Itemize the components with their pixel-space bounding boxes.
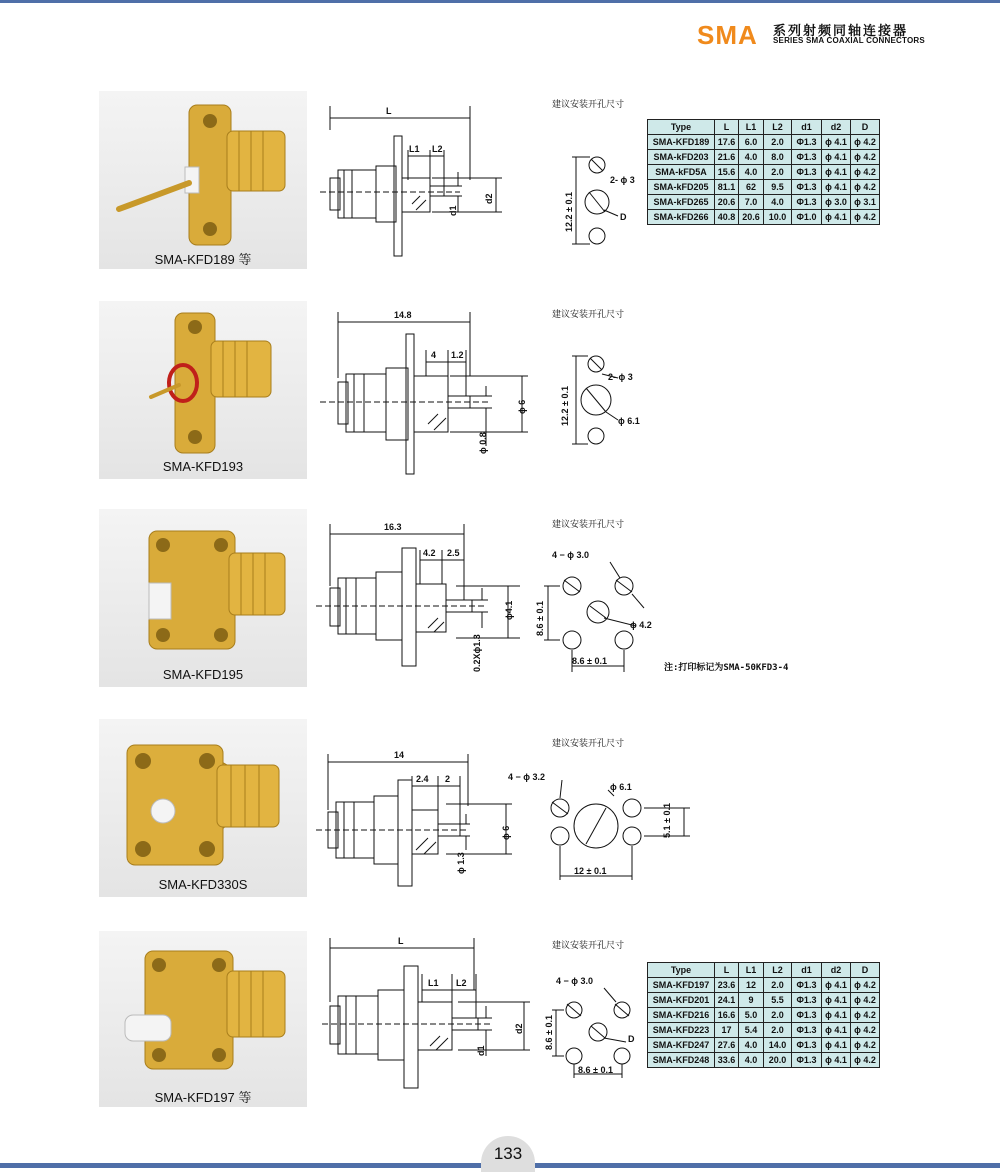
dim-vertical: 12.2 ± 0.1 [560,386,570,426]
drawing-kfd193 [320,306,540,476]
dim-L: 14.8 [394,310,412,320]
dim-d1: ϕ 0.8 [478,432,488,454]
dim-vertical: 8.6 ± 0.1 [544,1015,554,1050]
table-cell: 14.0 [764,1038,792,1053]
dim-vertical: 12.2 ± 0.1 [564,192,574,232]
table-cell: SMA-KFD197 [648,978,715,993]
table-cell: Φ1.3 [792,1008,822,1023]
dim-L2: 2 [445,774,451,784]
table-cell: 20.0 [764,1053,792,1068]
dim-d2: ϕ 6 [517,399,527,414]
col-header: d2 [822,120,851,135]
dim-horizontal: 8.6 ± 0.1 [572,656,607,666]
table-cell: 62 [739,180,764,195]
table-cell: 10.0 [764,210,792,225]
dim-D: ϕ 6.1 [618,416,640,426]
product-photo-kfd197 [99,931,307,1107]
table-cell: Φ1.3 [792,1038,822,1053]
table-cell: SMA-kFD203 [648,150,715,165]
product-photo-kfd330s [99,719,307,897]
table-cell: ϕ 4.2 [851,1023,880,1038]
table-cell: 23.6 [715,978,739,993]
table-cell: ϕ 4.2 [851,135,880,150]
product-caption: SMA-KFD197 等 [154,1090,252,1105]
drawing-kfd330s [316,746,526,896]
product-caption: SMA-KFD189 等 [154,252,252,267]
hole-pattern-kfd195 [530,540,660,676]
table-cell: 4.0 [739,1053,764,1068]
col-header: Type [648,120,715,135]
table-cell: 4.0 [739,1038,764,1053]
dim-d1: 0.2Xϕ1.3 [472,634,482,672]
table-cell: 5.4 [739,1023,764,1038]
install-hint: 建议安装开孔尺寸 [552,100,625,110]
table-cell: ϕ 4.1 [822,1023,851,1038]
table-cell: ϕ 4.2 [851,993,880,1008]
table-cell: ϕ 4.2 [851,210,880,225]
table-cell: 20.6 [715,195,739,210]
drawing-kfd197 [322,930,536,1100]
table-cell: SMA-kFD205 [648,180,715,195]
dim-holes: 2- ϕ 3 [610,175,635,185]
dim-D: ϕ 4.2 [630,620,652,630]
dim-holes: 4 − ϕ 3.0 [552,550,590,560]
dim-L2: L2 [456,978,467,988]
spec-table-2 [647,962,880,1068]
dim-d1: d1 [476,1045,486,1056]
dim-L: L [386,106,392,116]
dim-d2: ϕ 6 [501,825,511,840]
table-cell: ϕ 4.1 [822,978,851,993]
table-row [648,210,880,225]
table-cell: ϕ 4.1 [822,210,851,225]
col-header: d1 [792,963,822,978]
dim-D: ϕ 6.1 [610,782,632,792]
install-hint: 建议安装开孔尺寸 [552,520,625,530]
product-photo-kfd189 [99,91,307,269]
table-row [648,1053,880,1068]
col-header: L2 [764,120,792,135]
col-header: L [715,963,739,978]
hole-pattern-kfd197 [540,970,646,1082]
hole-pattern-kfd330s [500,766,696,886]
connector-image [99,301,307,479]
table-row [648,1038,880,1053]
top-rule [0,0,1000,3]
product-photo-kfd193 [99,301,307,479]
table-row [648,135,880,150]
table-cell: ϕ 4.1 [822,150,851,165]
col-header: L [715,120,739,135]
dim-holes: 4 − ϕ 3.0 [556,976,594,986]
table-row [648,195,880,210]
dim-L: 16.3 [384,522,402,532]
header-title-cn: 系列射频同轴连接器 [773,24,909,39]
table-cell: Φ1.3 [792,1053,822,1068]
col-header: d2 [822,963,851,978]
table-cell: 24.1 [715,993,739,1008]
dim-L1: L1 [428,978,439,988]
dim-D: D [628,1034,635,1044]
drawing-kfd189 [320,100,540,260]
table-cell: ϕ 4.2 [851,180,880,195]
table-cell: 6.0 [739,135,764,150]
dim-L1: 2.4 [416,774,429,784]
table-cell: 8.0 [764,150,792,165]
table-cell: ϕ 4.1 [822,993,851,1008]
table-cell: 4.0 [739,150,764,165]
page-number: 133 [481,1136,535,1172]
product-caption: SMA-KFD330S [158,877,248,892]
table-header-row [648,120,880,135]
table-cell: Φ1.3 [792,993,822,1008]
table-cell: SMA-kFD265 [648,195,715,210]
table-cell: SMA-KFD247 [648,1038,715,1053]
table-cell: 5.0 [739,1008,764,1023]
table-row [648,150,880,165]
dim-holes: 4 − ϕ 3.2 [508,772,546,782]
table-cell: 81.1 [715,180,739,195]
dim-vertical: 5.1 ± 0.1 [662,803,672,838]
dim-horizontal: 12 ± 0.1 [574,866,607,876]
table-cell: 17.6 [715,135,739,150]
install-hint: 建议安装开孔尺寸 [552,310,625,320]
table-cell: 7.0 [739,195,764,210]
product-caption: SMA-KFD195 [162,667,244,682]
dim-d2: d2 [514,1023,524,1034]
dim-d2: ϕ4.1 [504,600,514,620]
table-cell: Φ1.3 [792,978,822,993]
table-cell: SMA-KFD223 [648,1023,715,1038]
connector-image [99,91,307,269]
spec-table-1 [647,119,880,225]
table-cell: ϕ 4.1 [822,1053,851,1068]
dim-L2: 2.5 [447,548,460,558]
table-cell: 2.0 [764,978,792,993]
table-cell: 33.6 [715,1053,739,1068]
dim-d1: d1 [448,205,458,216]
col-header: d1 [792,120,822,135]
table-cell: SMA-kFD266 [648,210,715,225]
table-cell: ϕ 4.2 [851,150,880,165]
dim-L1: 4 [431,350,437,360]
table-cell: ϕ 4.2 [851,165,880,180]
table-cell: ϕ 3.0 [822,195,851,210]
header-title-en: SERIES SMA COAXIAL CONNECTORS [773,36,925,45]
table-cell: ϕ 4.1 [822,1008,851,1023]
col-header: L1 [739,120,764,135]
table-row [648,165,880,180]
table-cell: ϕ 4.2 [851,1008,880,1023]
table-row [648,978,880,993]
table-cell: 27.6 [715,1038,739,1053]
install-hint: 建议安装开孔尺寸 [552,739,625,749]
table-cell: 12 [739,978,764,993]
table-cell: Φ1.3 [792,150,822,165]
table-cell: ϕ 3.1 [851,195,880,210]
table-row [648,1008,880,1023]
table-cell: 15.6 [715,165,739,180]
table-cell: 20.6 [739,210,764,225]
table-cell: SMA-KFD201 [648,993,715,1008]
col-header: L2 [764,963,792,978]
table-cell: 2.0 [764,1023,792,1038]
table-cell: 5.5 [764,993,792,1008]
dim-holes: 2- ϕ 3 [608,372,633,382]
dim-d2: d2 [484,193,494,204]
table-cell: ϕ 4.2 [851,978,880,993]
table-cell: 40.8 [715,210,739,225]
col-header: Type [648,963,715,978]
connector-image [99,509,307,687]
table-cell: 9 [739,993,764,1008]
dim-L1: 4.2 [423,548,436,558]
table-cell: ϕ 4.2 [851,1053,880,1068]
table-cell: 2.0 [764,1008,792,1023]
brand-logo: SMA [697,20,758,50]
col-header: D [851,963,880,978]
table-cell: Φ1.3 [792,180,822,195]
table-cell: 21.6 [715,150,739,165]
marking-note: 注:打印标记为SMA-50KFD3-4 [664,663,789,673]
table-row [648,1023,880,1038]
dim-vertical: 8.6 ± 0.1 [535,601,545,636]
connector-image [99,719,307,897]
table-cell: ϕ 4.1 [822,165,851,180]
product-photo-kfd195 [99,509,307,687]
install-hint: 建议安装开孔尺寸 [552,941,625,951]
dim-L2: 1.2 [451,350,464,360]
table-cell: Φ1.0 [792,210,822,225]
table-cell: 16.6 [715,1008,739,1023]
col-header: L1 [739,963,764,978]
table-row [648,180,880,195]
dim-L: L [398,936,404,946]
table-cell: SMA-KFD189 [648,135,715,150]
table-cell: Φ1.3 [792,165,822,180]
dim-horizontal: 8.6 ± 0.1 [578,1065,613,1075]
table-cell: 2.0 [764,135,792,150]
table-cell: Φ1.3 [792,1023,822,1038]
table-cell: Φ1.3 [792,135,822,150]
dim-L2: L2 [432,144,443,154]
hole-pattern-kfd193 [552,346,657,450]
table-cell: Φ1.3 [792,195,822,210]
col-header: D [851,120,880,135]
table-cell: ϕ 4.1 [822,180,851,195]
product-caption: SMA-KFD193 [162,459,244,474]
table-cell: ϕ 4.2 [851,1038,880,1053]
table-cell: 9.5 [764,180,792,195]
table-cell: 2.0 [764,165,792,180]
table-cell: SMA-kFD5A [648,165,715,180]
dim-d1: ϕ 1.3 [456,852,466,874]
dim-L1: L1 [409,144,420,154]
table-row [648,993,880,1008]
table-cell: ϕ 4.1 [822,135,851,150]
table-cell: 17 [715,1023,739,1038]
hole-pattern-kfd189 [552,140,647,250]
dim-D: D [620,212,627,222]
table-cell: SMA-KFD248 [648,1053,715,1068]
table-cell: 4.0 [739,165,764,180]
table-cell: SMA-KFD216 [648,1008,715,1023]
table-cell: 4.0 [764,195,792,210]
table-header-row [648,963,880,978]
table-cell: ϕ 4.1 [822,1038,851,1053]
connector-image [99,931,307,1107]
drawing-kfd195 [316,516,542,676]
dim-L: 14 [394,750,405,760]
